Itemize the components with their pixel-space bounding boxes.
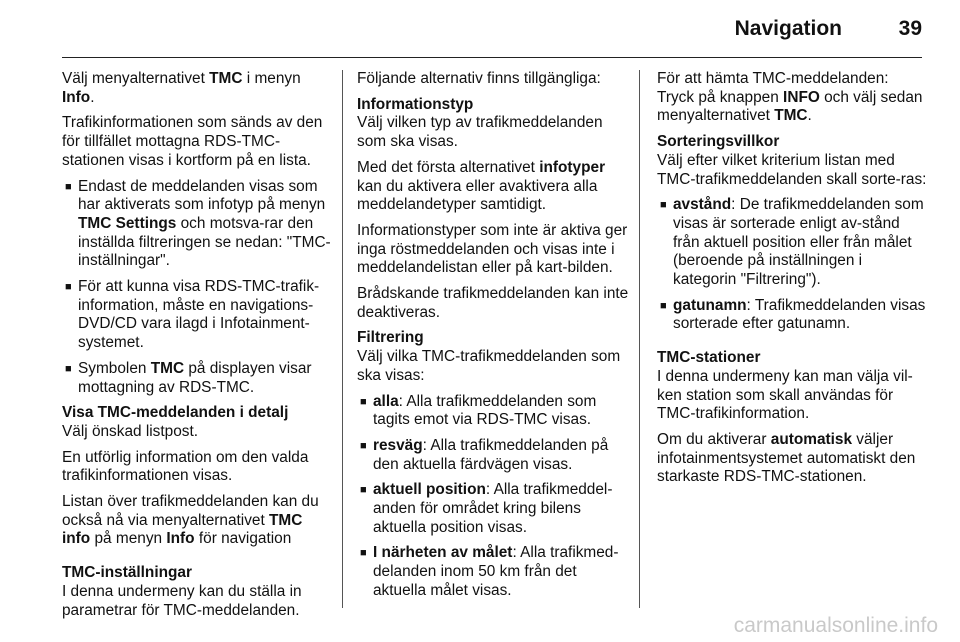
list-item: ■ Endast de meddelanden visas som har aktiverats som infotyp på menyn TMC Settings och motsva-rar den inställda filtreringen se nedan: "TMC-inställningar".	[65, 177, 331, 270]
subsection	[657, 349, 929, 424]
bullet-list	[62, 178, 334, 398]
menu-term: Info	[166, 530, 195, 548]
paragraph: En utförlig information om den valda trafikinformationen visas.	[62, 448, 309, 485]
menu-term: TMC	[150, 359, 185, 377]
subsection	[357, 329, 629, 385]
paragraph: Trafikinformationen som sänds av den för tillfället mottagna RDS-TMC-stationen visas i kortform på en lista.	[62, 114, 323, 169]
bullet-icon: ■	[65, 362, 72, 375]
menu-term: Info	[62, 88, 91, 106]
section-title: Navigation	[734, 17, 842, 40]
menu-term: automatisk	[770, 430, 853, 448]
menu-term: infotyper	[539, 158, 606, 176]
header-rule	[62, 57, 922, 58]
subsection-heading: TMC-stationer	[657, 349, 761, 367]
subsection-text: Välj önskad listpost.	[62, 422, 199, 440]
paragraph: Informationstyper som inte är aktiva ger inga röstmeddelanden och visas inte i meddelandelistan eller på kart-bilden.	[357, 221, 628, 277]
paragraph: Följande alternativ finns tillgängliga:	[357, 70, 601, 87]
list-item: ■ I närheten av målet: Alla trafikmed-delanden inom 50 km från det aktuella målet visas.	[360, 544, 619, 599]
list-item: ■ gatunamn: Trafikmeddelanden visas sorterade efter gatunamn.	[660, 296, 926, 333]
column-divider	[639, 70, 640, 608]
list-item: ■ avstånd: De trafikmeddelanden som visas är sorterade enligt av-stånd från aktuell position eller från målet (beroende på inställningen i kategorin "Filtrering").	[660, 196, 924, 289]
bullet-icon: ■	[360, 484, 367, 497]
subsection	[657, 133, 929, 189]
menu-term: I närheten av målet	[373, 544, 513, 562]
menu-term: TMC	[774, 107, 808, 125]
subsection	[62, 564, 334, 620]
bullet-icon: ■	[360, 547, 367, 560]
list-item: ■ resväg: Alla trafikmeddelanden på den aktuella färdvägen visas.	[360, 436, 609, 473]
paragraph: Om du aktiverar automatisk väljer infotainmentsystemet automatiskt den starkaste RDS-TMC-stationen.	[657, 430, 916, 486]
list-item: ■ Symbolen TMC på displayen visar mottagning av RDS-TMC.	[65, 359, 312, 396]
menu-term: INFO	[783, 88, 820, 106]
subsection-heading: Visa TMC-meddelanden i detalj	[62, 404, 289, 422]
bullet-icon: ■	[360, 439, 367, 452]
list-item: ■ alla: Alla trafikmeddelanden som tagits emot via RDS-TMC visas.	[360, 392, 597, 429]
bullet-icon: ■	[660, 299, 667, 312]
subsection-text: Välj efter vilket kriterium listan med TMC-trafikmeddelanden skall sorte-ras:	[657, 151, 927, 188]
subsection-text: I denna undermeny kan du ställa in parametrar för TMC-meddelanden.	[62, 582, 302, 619]
paragraph: För att hämta TMC-meddelanden: Tryck på knappen INFO och välj sedan menyalternativet TMC.	[657, 70, 923, 125]
column-right	[657, 70, 929, 494]
bullet-list	[657, 196, 929, 334]
subsection-text: I denna undermeny kan man välja vil-ken station som skall användas för TMC-trafikinformation.	[657, 367, 913, 423]
bullet-icon: ■	[65, 281, 72, 294]
list-item: ■ aktuell position: Alla trafikmeddel-anden för området kring bilens aktuella position visas.	[360, 481, 613, 536]
subsection-text: Välj vilka TMC-trafikmeddelanden som ska visas:	[357, 348, 621, 384]
menu-term: TMC info	[62, 511, 303, 548]
menu-term: avstånd	[673, 196, 732, 214]
menu-term: resväg	[373, 436, 423, 454]
menu-term: gatunamn	[673, 296, 747, 314]
page-number: 39	[898, 17, 922, 40]
subsection-text: Välj vilken typ av trafikmeddelanden som ska visas.	[357, 114, 603, 151]
column-middle	[357, 70, 629, 608]
menu-term: alla	[373, 392, 399, 410]
bullet-icon: ■	[660, 199, 667, 212]
menu-term: TMC	[209, 70, 243, 87]
bullet-list	[357, 393, 629, 601]
bullet-icon: ■	[65, 180, 72, 193]
list-item: ■ För att kunna visa RDS-TMC-trafik-information, måste en navigations-DVD/CD vara ilagd i Infotainment-systemet.	[65, 278, 320, 352]
paragraph: Listan över trafikmeddelanden kan du också nå via menyalternativet TMC info på menyn Info för navigation	[62, 493, 319, 548]
paragraph: Med det första alternativet infotyper kan du aktivera eller avaktivera alla meddelandetyper samtidigt.	[357, 158, 606, 214]
paragraph: Välj menyalternativet TMC i menyn Info.	[62, 70, 301, 106]
subsection-heading: Filtrering	[357, 329, 424, 347]
subsection-heading: Informationstyp	[357, 95, 474, 113]
column-left	[62, 70, 334, 627]
menu-term: aktuell position	[373, 481, 486, 499]
page-header	[0, 0, 960, 58]
paragraph: Brådskande trafikmeddelanden kan inte deaktiveras.	[357, 285, 629, 321]
watermark: carmanualsonline.info	[733, 614, 938, 637]
menu-term: TMC Settings	[78, 214, 177, 232]
subsection	[62, 404, 334, 441]
subsection-heading: TMC-inställningar	[62, 564, 192, 582]
bullet-icon: ■	[360, 395, 367, 408]
column-divider	[342, 70, 343, 608]
subsection	[357, 96, 629, 152]
subsection-heading: Sorteringsvillkor	[657, 133, 780, 151]
